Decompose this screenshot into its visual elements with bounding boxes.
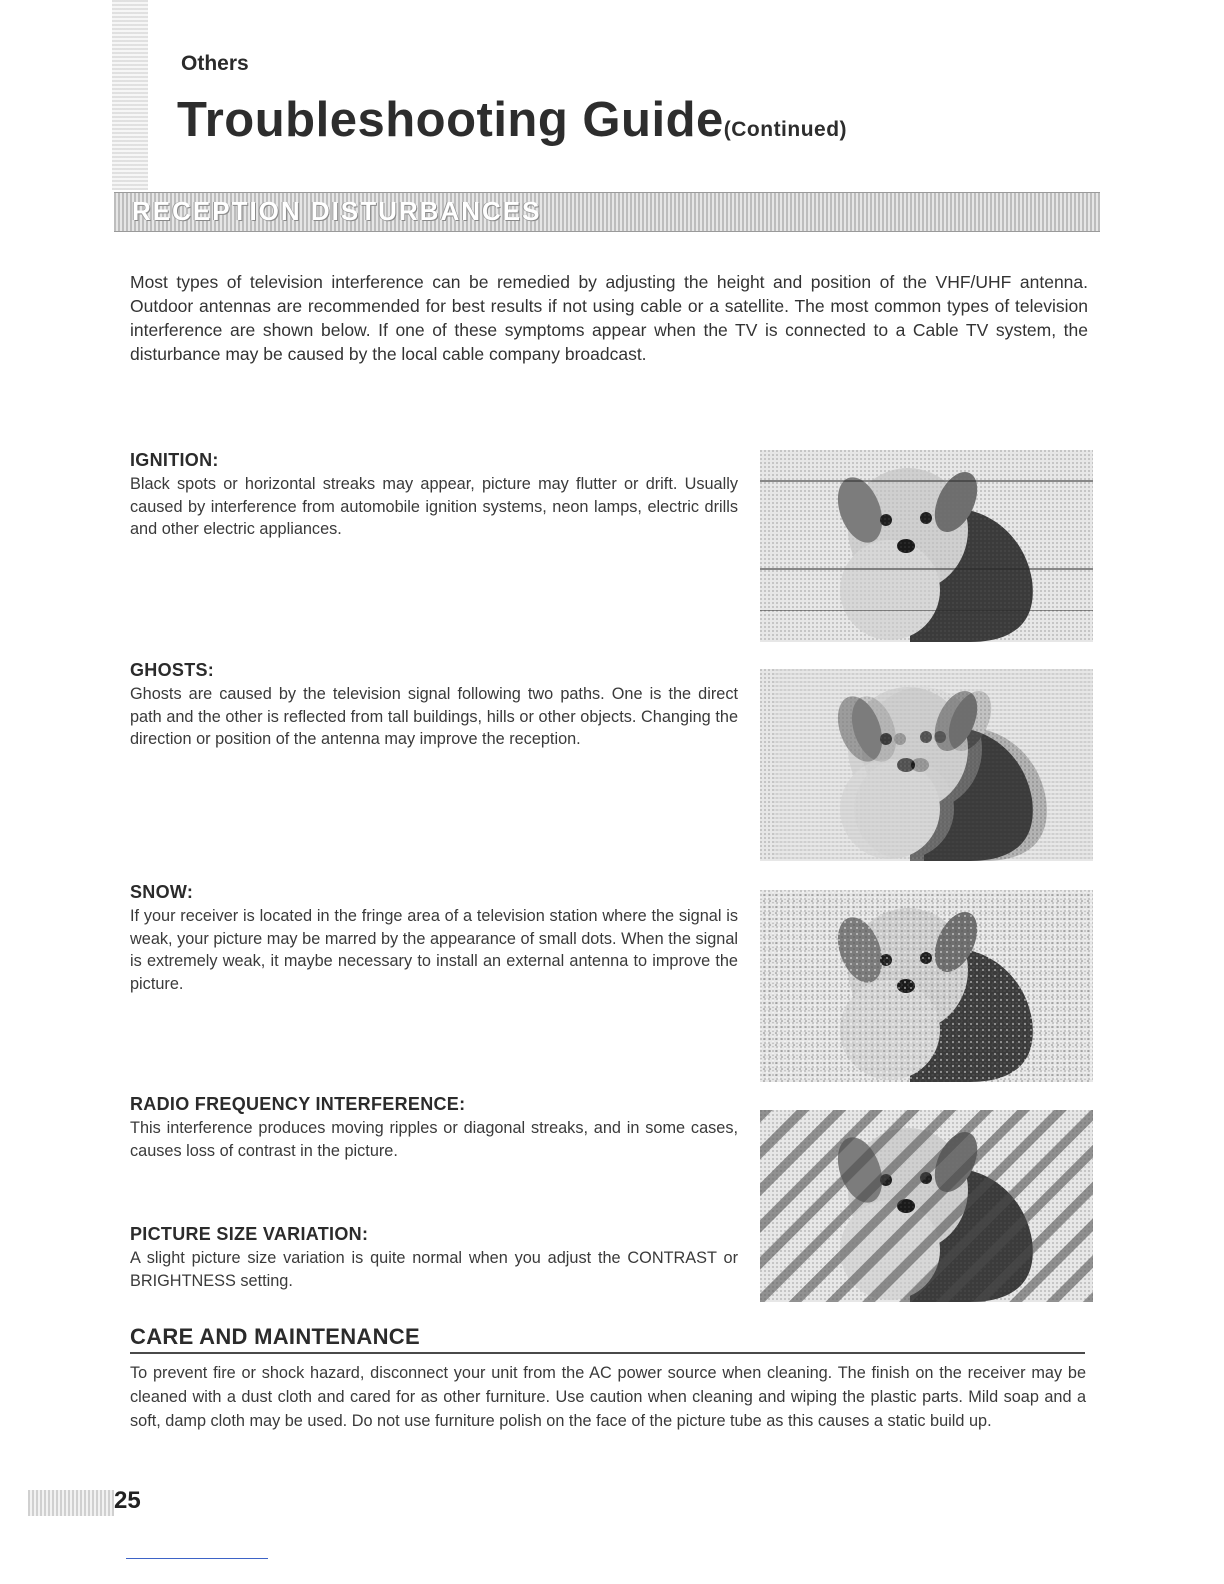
rf-interference-image <box>760 1110 1093 1302</box>
ghosts-heading: GHOSTS: <box>130 660 215 680</box>
snow-text: If your receiver is located in the fringe area of a television station where the signal is weak, your picture may be marred by the appearance of small dots. When the signal is extremely weak, it maybe necessary to install an external antenna to improve the picture. <box>130 907 738 993</box>
header-edge-texture <box>112 0 148 190</box>
care-heading: CARE AND MAINTENANCE <box>130 1324 1085 1354</box>
page-number: 25 <box>114 1487 141 1514</box>
trouble-item-picture-size <box>130 1224 738 1292</box>
picture-size-text: A slight picture size variation is quite normal when you adjust the CONTRAST or BRIGHTNESS setting. <box>130 1249 738 1290</box>
trouble-item-ghosts <box>130 660 738 751</box>
intro-paragraph: Most types of television interference can be remedied by adjusting the height and position of the VHF/UHF antenna. Outdoor antennas are recommended for best results if not using cable or a satellite. The most common types of television interference are shown below. If one of these symptoms appear when the TV is connected to a Cable TV system, the disturbance may be caused by the local cable company broadcast. <box>130 272 1088 364</box>
ignition-image <box>760 450 1093 642</box>
trouble-item-ignition <box>130 450 738 541</box>
section-banner-text: RECEPTION DISTURBANCES <box>132 196 542 226</box>
ghosts-image <box>760 669 1093 861</box>
snow-heading: SNOW: <box>130 882 194 902</box>
rf-interference-heading: RADIO FREQUENCY INTERFERENCE: <box>130 1094 466 1114</box>
ghosts-text: Ghosts are caused by the television signal following two paths. One is the direct path and the other is reflected from tall buildings, hills or other objects. Changing the direction or position of the antenna may improve the reception. <box>130 685 738 748</box>
rf-interference-text: This interference produces moving ripples or diagonal streaks, and in some cases, causes loss of contrast in the picture. <box>130 1119 738 1160</box>
page-title <box>177 92 847 148</box>
care-text: To prevent fire or shock hazard, disconnect your unit from the AC power source when cleaning. The finish on the receiver may be cleaned with a dust cloth and cared for as other furniture. Use caution when cleaning and wiping the plastic parts. Mild soap and a soft, damp cloth may be used. Do not use furniture polish on the face of the picture tube as this causes a static build up. <box>130 1364 1086 1430</box>
trouble-item-snow <box>130 882 738 995</box>
page-number-texture <box>28 1490 114 1516</box>
page-title-suffix: (Continued) <box>723 118 848 141</box>
section-label: Others <box>181 52 249 75</box>
trouble-item-rf-interference <box>130 1094 738 1162</box>
bottom-rule <box>126 1558 268 1559</box>
ignition-text: Black spots or horizontal streaks may appear, picture may flutter or drift. Usually caused by interference from automobile ignition systems, neon lamps, electric drills and other electric appliances. <box>130 475 738 538</box>
section-banner <box>114 192 1100 232</box>
ignition-heading: IGNITION: <box>130 450 219 470</box>
picture-size-heading: PICTURE SIZE VARIATION: <box>130 1224 369 1244</box>
snow-image <box>760 890 1093 1082</box>
page-title-main: Troubleshooting Guide <box>177 93 724 147</box>
